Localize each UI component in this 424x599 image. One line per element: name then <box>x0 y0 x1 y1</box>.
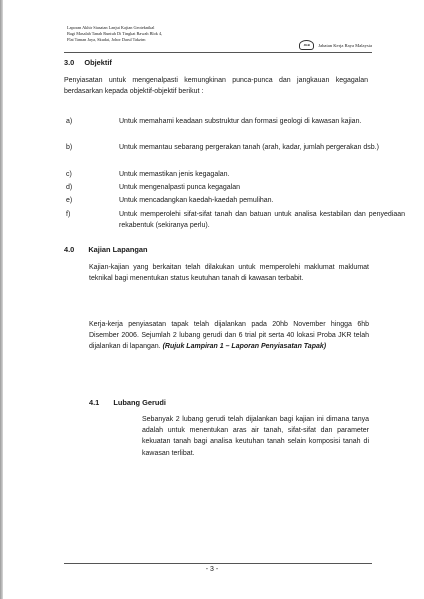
para-text: Kerja-kerja penyiasatan tapak telah dijalankan pada 20hb November hingga 6hb Disember 2006. Sejumlah 2 lubang gerudi dan 6 trial pit serta 40 lokasi Proba JKR telah dijalankan di lapangan. <box>89 321 369 351</box>
header-line: Laporan Akhir Siasatan Lanjut Kajian Geoteknikal <box>67 25 155 30</box>
appendix-reference: (Rujuk Lampiran 1 – Laporan Penyiasatan Tapak) <box>162 343 327 351</box>
section-number: 3.0 <box>64 58 75 67</box>
jkr-logo-icon: JKR <box>299 40 314 50</box>
item-text: Untuk memantau sebarang pergerakan tanah (arah, kadar, jumlah pergerakan dsb.) <box>119 144 379 151</box>
header-divider <box>64 52 372 53</box>
section-title: Lubang Gerudi <box>113 398 166 407</box>
section-number: 4.1 <box>89 398 100 407</box>
header-line: Flat Taman Jaya, Skudai, Johor Darul Takzim <box>67 37 146 43</box>
item-marker: a) <box>66 118 73 125</box>
item-text: Untuk memahami keadaan substruktur dan formasi geologi di kawasan kajian. <box>119 118 362 125</box>
section-4-para-2 <box>89 319 369 353</box>
scan-edge <box>0 0 3 599</box>
org-name: Jabatan Kerja Raya Malaysia <box>318 42 372 48</box>
footer-divider <box>64 563 372 564</box>
section-41-heading <box>89 398 166 407</box>
item-text: Untuk mengenalpasti punca kegagalan <box>119 184 241 191</box>
item-marker: b) <box>66 144 73 151</box>
section-title: Kajian Lapangan <box>88 245 148 254</box>
section-title: Objektif <box>84 58 112 67</box>
item-marker: f) <box>66 211 71 218</box>
header-line: Bagi Masalah Tanah Runtuh Di Tingkat Bawah Blok 4, <box>67 31 163 37</box>
item-marker: e) <box>66 197 73 204</box>
section-41-para: Sebanyak 2 lubang gerudi telah dijalankan bagi kajian ini dimana tanya adalah untuk menentukan aras air tanah, sifat-sifat dan parameter kekuatan tanah bagi analisa keutuhan tanah selain komposisi tanah di kawasan terlibat. <box>142 416 369 457</box>
item-text: Untuk memastikan jenis kegagalan. <box>119 171 230 178</box>
org-header <box>299 40 372 50</box>
report-header <box>67 25 237 44</box>
section-3-heading <box>64 58 112 67</box>
item-text: Untuk memperolehi sifat-sifat tanah dan batuan untuk analisa kestabilan dan penyediaan rekabentuk (sekiranya perlu). <box>119 211 405 230</box>
section-number: 4.0 <box>64 245 75 254</box>
item-marker: c) <box>66 171 72 178</box>
section-4-para-1: Kajian-kajian yang berkaitan telah dilakukan untuk memperolehi maklumat maklumat teknikal bagi menentukan status keutuhan tanah di kawasan terbabit. <box>89 264 369 283</box>
section-3-intro: Penyiasatan untuk mengenalpasti kemungkinan punca-punca dan jangkauan kegagalan berdasarkan kepada objektif-objektif berikut : <box>64 77 368 96</box>
item-marker: d) <box>66 184 73 191</box>
page-number: - 3 - <box>205 566 219 573</box>
section-4-heading <box>64 245 147 254</box>
item-text: Untuk mencadangkan kaedah-kaedah pemulihan. <box>119 197 274 204</box>
